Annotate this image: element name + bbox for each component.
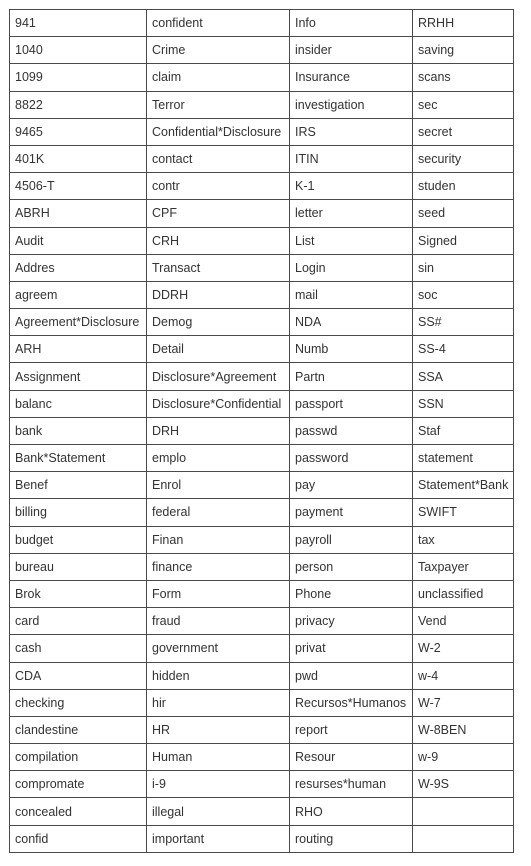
table-cell: sin	[413, 254, 514, 281]
table-row	[10, 118, 514, 145]
table-cell: Partn	[290, 363, 413, 390]
table-cell: unclassified	[413, 580, 514, 607]
table-cell: Transact	[147, 254, 290, 281]
table-cell: card	[10, 608, 147, 635]
table-cell: agreem	[10, 281, 147, 308]
table-cell: letter	[290, 200, 413, 227]
table-cell: Terror	[147, 91, 290, 118]
table-cell: sec	[413, 91, 514, 118]
table-row	[10, 37, 514, 64]
table-cell: billing	[10, 499, 147, 526]
table-cell: CRH	[147, 227, 290, 254]
table-cell: compromate	[10, 771, 147, 798]
table-cell: HR	[147, 716, 290, 743]
table-cell: Info	[290, 10, 413, 37]
table-row	[10, 363, 514, 390]
table-cell: SSN	[413, 390, 514, 417]
table-row	[10, 445, 514, 472]
table-cell: SWIFT	[413, 499, 514, 526]
table-cell: budget	[10, 526, 147, 553]
table-cell: Phone	[290, 580, 413, 607]
table-row	[10, 417, 514, 444]
keyword-table	[9, 9, 514, 853]
table-row	[10, 825, 514, 852]
table-row	[10, 200, 514, 227]
table-cell: Disclosure*Agreement	[147, 363, 290, 390]
table-cell: Vend	[413, 608, 514, 635]
table-cell: ITIN	[290, 145, 413, 172]
table-row	[10, 145, 514, 172]
table-cell: pay	[290, 472, 413, 499]
table-row	[10, 608, 514, 635]
table-cell: passwd	[290, 417, 413, 444]
table-cell: 1040	[10, 37, 147, 64]
table-row	[10, 91, 514, 118]
table-cell: Assignment	[10, 363, 147, 390]
table-row	[10, 526, 514, 553]
table-row	[10, 662, 514, 689]
table-cell: studen	[413, 173, 514, 200]
table-cell: emplo	[147, 445, 290, 472]
table-cell: 1099	[10, 64, 147, 91]
table-cell: concealed	[10, 798, 147, 825]
table-cell: hidden	[147, 662, 290, 689]
table-cell: Finan	[147, 526, 290, 553]
table-cell: w-9	[413, 744, 514, 771]
table-cell: statement	[413, 445, 514, 472]
table-cell: RHO	[290, 798, 413, 825]
table-row	[10, 227, 514, 254]
table-cell: Signed	[413, 227, 514, 254]
table-row	[10, 336, 514, 363]
table-cell: NDA	[290, 309, 413, 336]
keyword-table-container	[9, 9, 514, 853]
table-cell: bank	[10, 417, 147, 444]
table-cell: security	[413, 145, 514, 172]
table-cell: report	[290, 716, 413, 743]
table-cell: investigation	[290, 91, 413, 118]
table-row	[10, 10, 514, 37]
table-row	[10, 580, 514, 607]
table-cell: Confidential*Disclosure	[147, 118, 290, 145]
table-cell: Agreement*Disclosure	[10, 309, 147, 336]
keyword-table-body	[10, 10, 514, 853]
table-cell: Crime	[147, 37, 290, 64]
table-cell: Recursos*Humanos	[290, 689, 413, 716]
table-cell: ABRH	[10, 200, 147, 227]
table-row	[10, 309, 514, 336]
table-cell: password	[290, 445, 413, 472]
table-cell: pwd	[290, 662, 413, 689]
table-cell: mail	[290, 281, 413, 308]
table-cell: Disclosure*Confidential	[147, 390, 290, 417]
table-cell: seed	[413, 200, 514, 227]
table-cell: CPF	[147, 200, 290, 227]
table-cell: DRH	[147, 417, 290, 444]
table-cell: Taxpayer	[413, 553, 514, 580]
table-cell: W-7	[413, 689, 514, 716]
table-cell: passport	[290, 390, 413, 417]
table-row	[10, 771, 514, 798]
table-cell: insider	[290, 37, 413, 64]
table-row	[10, 254, 514, 281]
table-cell: payroll	[290, 526, 413, 553]
table-cell: hir	[147, 689, 290, 716]
table-cell: 8822	[10, 91, 147, 118]
table-cell: K-1	[290, 173, 413, 200]
table-cell: Human	[147, 744, 290, 771]
table-cell: illegal	[147, 798, 290, 825]
table-cell: RRHH	[413, 10, 514, 37]
table-cell: federal	[147, 499, 290, 526]
table-row	[10, 173, 514, 200]
table-cell: soc	[413, 281, 514, 308]
table-cell: W-8BEN	[413, 716, 514, 743]
table-cell: 941	[10, 10, 147, 37]
table-cell: person	[290, 553, 413, 580]
table-cell: Statement*Bank	[413, 472, 514, 499]
table-cell: w-4	[413, 662, 514, 689]
table-cell: W-2	[413, 635, 514, 662]
table-cell: 4506-T	[10, 173, 147, 200]
table-cell: scans	[413, 64, 514, 91]
table-cell: 401K	[10, 145, 147, 172]
table-row	[10, 499, 514, 526]
table-row	[10, 635, 514, 662]
table-cell: confid	[10, 825, 147, 852]
table-cell: Audit	[10, 227, 147, 254]
table-row	[10, 553, 514, 580]
table-cell: clandestine	[10, 716, 147, 743]
table-cell: List	[290, 227, 413, 254]
table-cell: fraud	[147, 608, 290, 635]
table-cell: contact	[147, 145, 290, 172]
table-cell: Bank*Statement	[10, 445, 147, 472]
table-cell: SS#	[413, 309, 514, 336]
table-cell: Insurance	[290, 64, 413, 91]
table-cell: SS-4	[413, 336, 514, 363]
table-cell: Form	[147, 580, 290, 607]
table-cell: Benef	[10, 472, 147, 499]
table-row	[10, 281, 514, 308]
table-cell: Brok	[10, 580, 147, 607]
table-row	[10, 744, 514, 771]
table-cell: checking	[10, 689, 147, 716]
table-cell: secret	[413, 118, 514, 145]
table-cell: privacy	[290, 608, 413, 635]
table-cell: important	[147, 825, 290, 852]
table-row	[10, 798, 514, 825]
table-cell: confident	[147, 10, 290, 37]
table-cell: contr	[147, 173, 290, 200]
table-cell: 9465	[10, 118, 147, 145]
table-row	[10, 64, 514, 91]
table-cell: compilation	[10, 744, 147, 771]
table-cell: IRS	[290, 118, 413, 145]
table-row	[10, 472, 514, 499]
table-cell: i-9	[147, 771, 290, 798]
table-cell: Addres	[10, 254, 147, 281]
table-cell: DDRH	[147, 281, 290, 308]
table-cell: tax	[413, 526, 514, 553]
table-row	[10, 390, 514, 417]
table-cell: Enrol	[147, 472, 290, 499]
table-cell: routing	[290, 825, 413, 852]
table-cell: Demog	[147, 309, 290, 336]
table-cell: Login	[290, 254, 413, 281]
table-cell: bureau	[10, 553, 147, 580]
table-cell: Detail	[147, 336, 290, 363]
table-row	[10, 689, 514, 716]
table-cell	[413, 798, 514, 825]
table-cell: saving	[413, 37, 514, 64]
table-cell: cash	[10, 635, 147, 662]
table-cell: Resour	[290, 744, 413, 771]
table-cell: W-9S	[413, 771, 514, 798]
table-row	[10, 716, 514, 743]
table-cell: privat	[290, 635, 413, 662]
table-cell: payment	[290, 499, 413, 526]
table-cell: SSA	[413, 363, 514, 390]
table-cell: ARH	[10, 336, 147, 363]
table-cell: finance	[147, 553, 290, 580]
table-cell: resurses*human	[290, 771, 413, 798]
table-cell: claim	[147, 64, 290, 91]
table-cell: Numb	[290, 336, 413, 363]
table-cell: CDA	[10, 662, 147, 689]
table-cell	[413, 825, 514, 852]
table-cell: government	[147, 635, 290, 662]
table-cell: balanc	[10, 390, 147, 417]
table-cell: Staf	[413, 417, 514, 444]
